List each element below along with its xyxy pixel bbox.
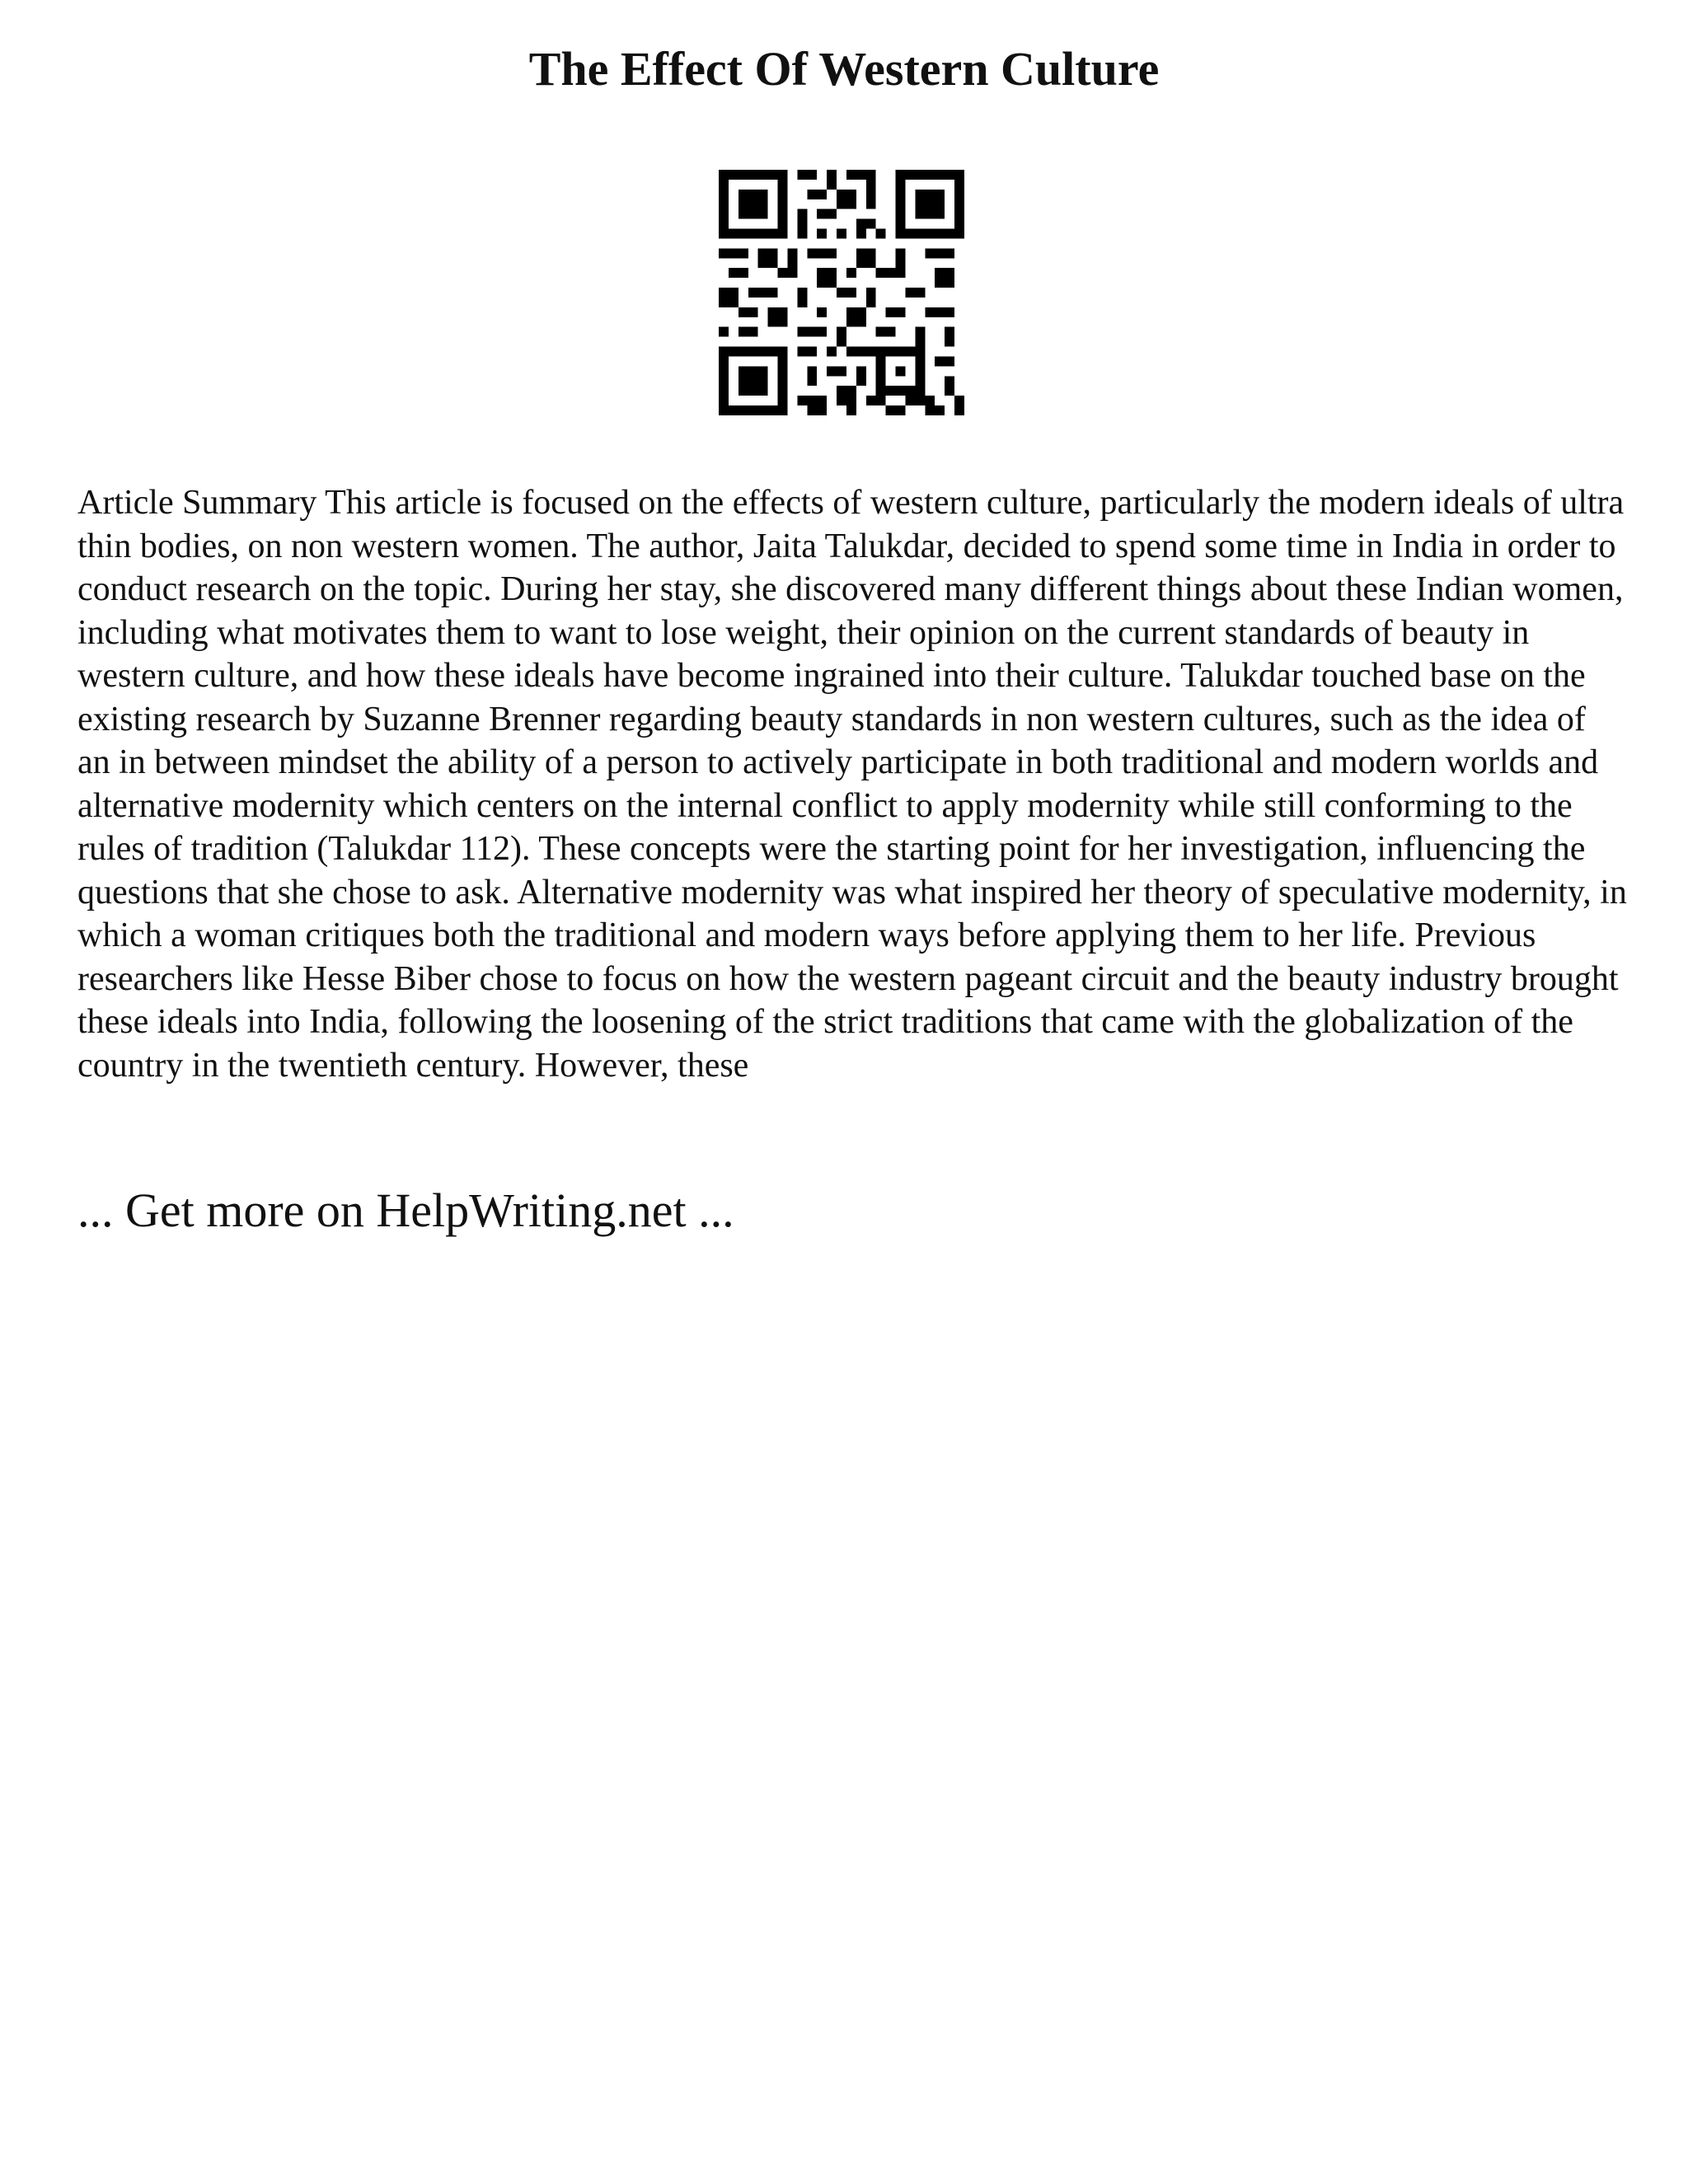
qr-code-icon xyxy=(719,170,964,415)
article-body: Article Summary This article is focused on the effects of western culture, particularly the modern ideals of ultra thin bodies, on non western women. The author, Jaita Talukdar, decided to spend some time in India in order to conduct research on the topic. During her stay, she discovered many different things about these Indian women, including what motivates them to want to lose weight, their opinion on the current standards of beauty in western culture, and how these ideals have become ingrained into their culture. Talukdar touched base on the existing research by Suzanne Brenner regarding beauty standards in non western cultures, such as the idea of an in between mindset the ability of a person to actively participate in both traditional and modern worlds and alternative modernity which centers on the internal conflict to apply modernity while still conforming to the rules of tradition (Talukdar 112). These concepts were the starting point for her investigation, influencing the questions that she chose to ask. Alternative modernity was what inspired her theory of speculative modernity, in which a woman critiques both the traditional and modern ways before applying them to her life. Previous researchers like Hesse Biber chose to focus on how the western pageant circuit and the beauty industry brought these ideals into India, following the loosening of the strict traditions that came with the globalization of the country in the twentieth century. However, these xyxy=(77,484,1627,1085)
document-title: The Effect Of Western Culture xyxy=(528,42,1160,96)
get-more-link[interactable]: ... Get more on HelpWriting.net ... xyxy=(77,1183,734,1237)
